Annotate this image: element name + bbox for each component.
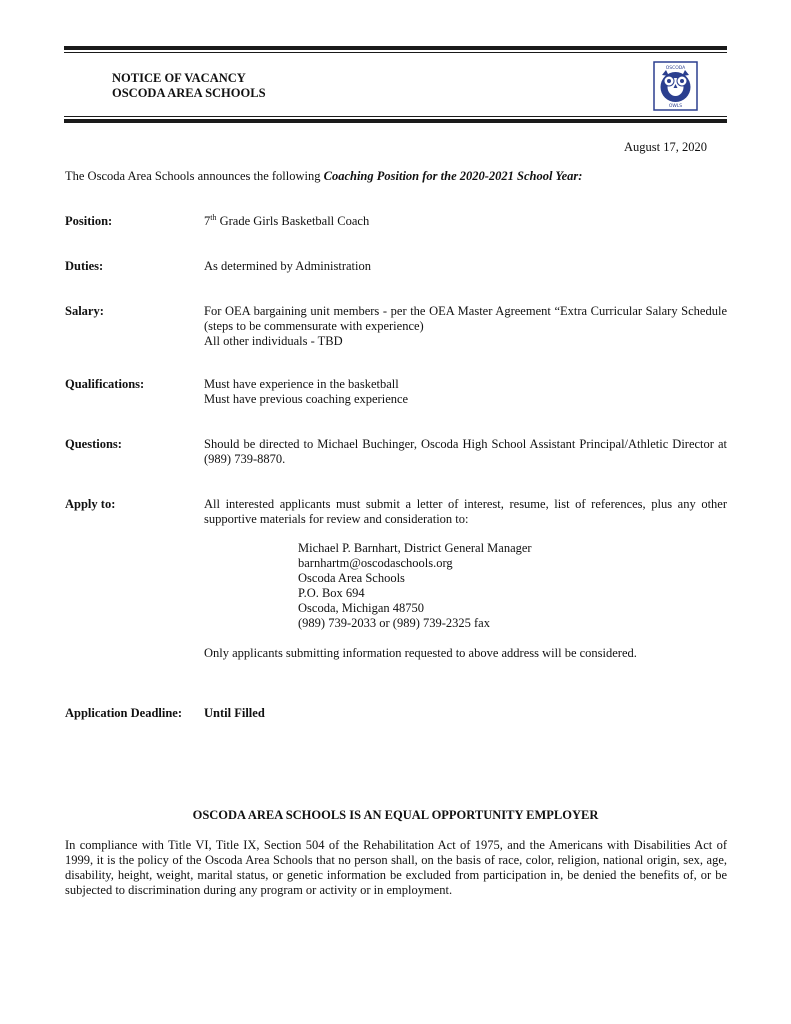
address-email-link[interactable]: barnhartm@oscodaschools.org: [298, 556, 453, 570]
intro-text: The Oscoda Area Schools announces the following: [65, 169, 324, 183]
address-organization: Oscoda Area Schools: [298, 571, 405, 585]
salary-value: [204, 304, 727, 349]
qualifications-label: Qualifications:: [65, 377, 145, 391]
compliance-statement: In compliance with Title VI, Title IX, Section 504 of the Rehabilitation Act of 1975, and the Americans with Disabilities Act of 1999, it is the policy of the Oscoda Area Schools that no person shall, on the basis of race, color, religion, national origin, sex, age, disability, height, weight, marital status, or genetic information be excluded from participation in, be denied the benefits of, or be subjected to discrimination during any program or activity or in employment.: [65, 838, 727, 897]
header-bottom-rule-thin: [64, 116, 727, 117]
duties-value: As determined by Administration: [204, 259, 371, 273]
district-name: OSCODA AREA SCHOOLS: [112, 86, 266, 100]
intro-paragraph: [65, 169, 582, 184]
notice-date: August 17, 2020: [624, 140, 707, 154]
header-bottom-rule-thick: [64, 119, 727, 123]
duties-label: Duties:: [65, 259, 104, 273]
address-phone-fax: (989) 739-2033 or (989) 739-2325 fax: [298, 616, 490, 630]
intro-emphasis: Coaching Position for the 2020-2021 School Year:: [323, 169, 583, 183]
qualification-item: Must have previous coaching experience: [204, 392, 409, 406]
address-contact-name: Michael P. Barnhart, District General Manager: [298, 541, 532, 555]
address-po-box: P.O. Box 694: [298, 586, 365, 600]
header-top-rule-thin: [64, 52, 727, 53]
salary-label: Salary:: [65, 304, 104, 318]
mailing-address: [298, 541, 532, 631]
position-title: Grade Girls Basketball Coach: [216, 214, 370, 228]
deadline-value: Until Filled: [204, 706, 265, 720]
apply-label: Apply to:: [65, 497, 116, 511]
apply-note: Only applicants submitting information requested to above address will be considered.: [204, 646, 637, 660]
position-value: [204, 214, 727, 229]
qualifications-value: [204, 377, 727, 407]
owl-logo-icon: [653, 61, 698, 111]
equal-opportunity-heading: OSCODA AREA SCHOOLS IS AN EQUAL OPPORTUNITY EMPLOYER: [192, 808, 599, 822]
header-top-rule-thick: [64, 46, 727, 50]
logo-top-text: OSCODA: [665, 66, 686, 71]
address-city-state-zip: Oscoda, Michigan 48750: [298, 601, 425, 615]
position-grade-number: 7: [204, 214, 211, 228]
position-grade-suffix: th: [210, 212, 217, 222]
notice-title: NOTICE OF VACANCY: [112, 71, 246, 85]
questions-label: Questions:: [65, 437, 122, 451]
logo-bottom-text: OWLS: [668, 104, 683, 109]
position-label: Position:: [65, 214, 113, 228]
header-title: [112, 71, 266, 101]
questions-value: Should be directed to Michael Buchinger, Oscoda High School Assistant Principal/Athletic Director at (989) 739-8870.: [204, 437, 727, 466]
deadline-label: Application Deadline:: [65, 706, 183, 720]
salary-line-members: For OEA bargaining unit members - per the OEA Master Agreement “Extra Curricular Salary Schedule (steps to be commensurate with experience): [204, 304, 727, 333]
school-logo: [653, 61, 698, 111]
salary-line-others: All other individuals - TBD: [204, 334, 343, 348]
apply-value: All interested applicants must submit a letter of interest, resume, list of references, plus any other supportive materials for review and consideration to:: [204, 497, 727, 526]
qualification-item: Must have experience in the basketball: [204, 377, 399, 391]
